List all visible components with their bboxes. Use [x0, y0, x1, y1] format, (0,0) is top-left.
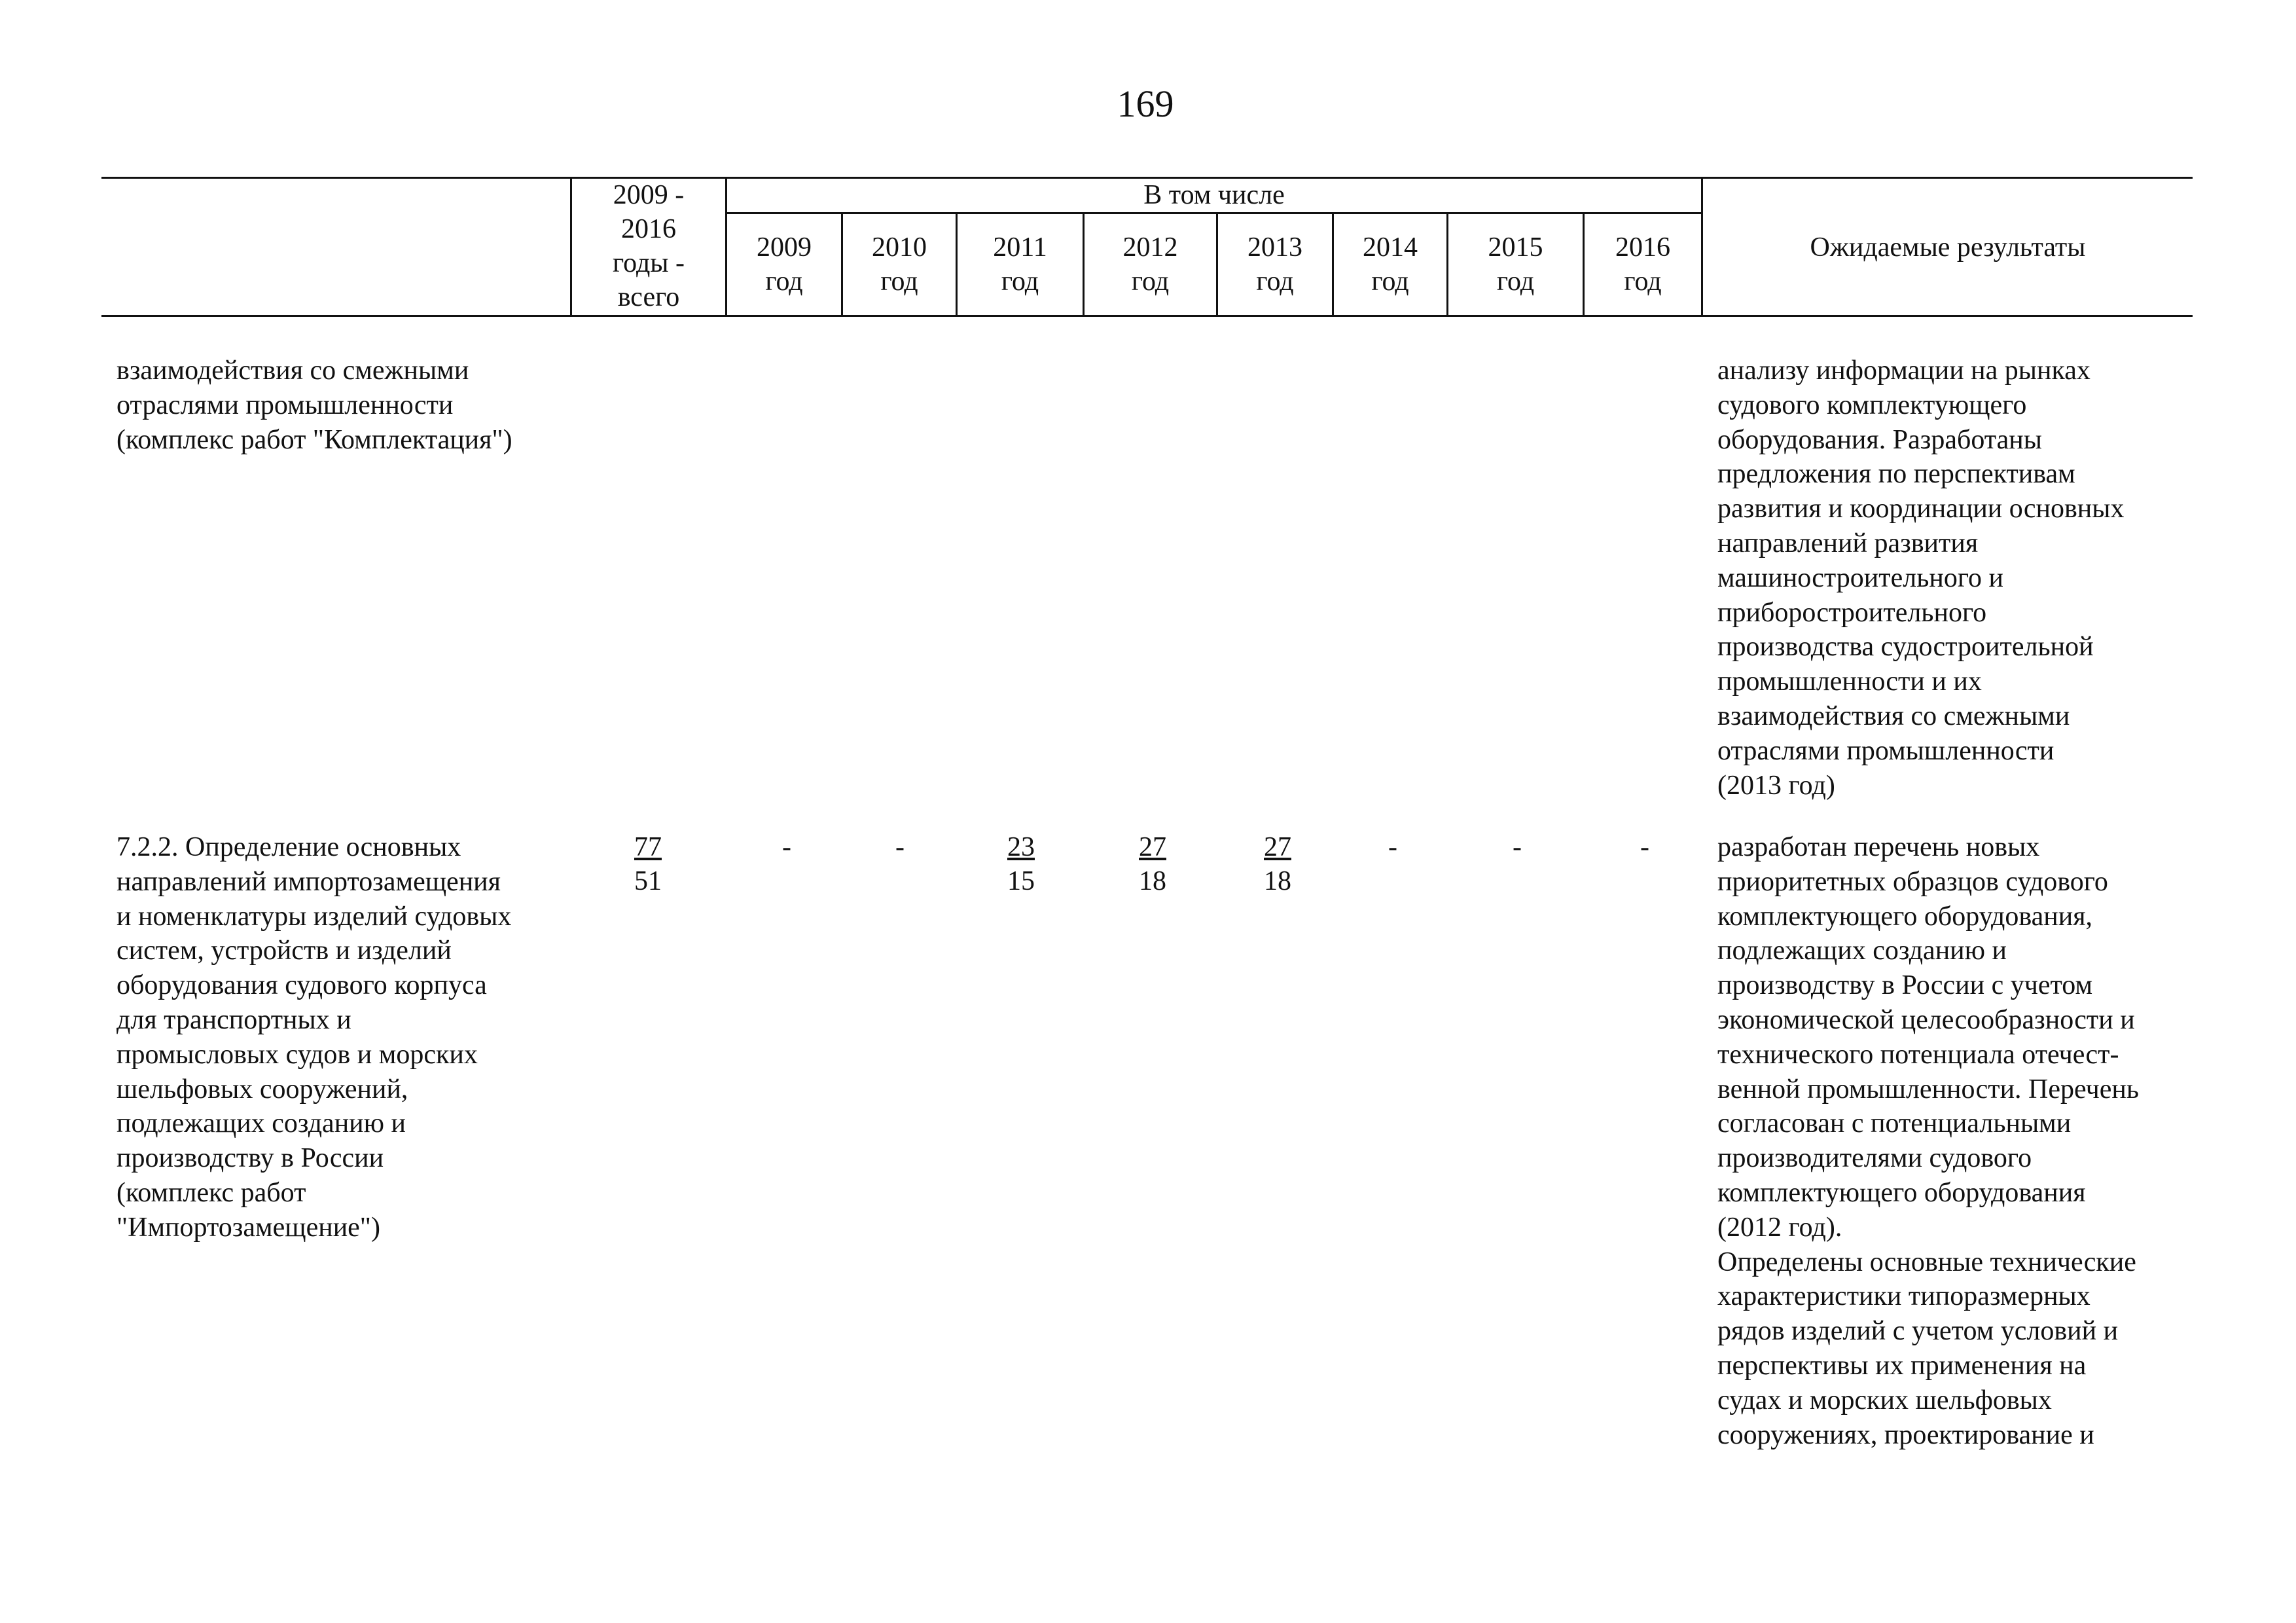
- value-top: 27: [1264, 832, 1291, 862]
- value-bottom: 15: [1007, 866, 1035, 896]
- header-total-line: всего: [617, 282, 680, 312]
- text-line: и номенклатуры изделий судовых: [117, 901, 512, 932]
- text-line: взаимодействия со смежными: [1717, 701, 2070, 731]
- header-year-unit: год: [1496, 266, 1535, 297]
- row2-result: [1717, 830, 2193, 1452]
- text-line: для транспортных и: [117, 1004, 351, 1035]
- text-line: отраслями промышленности: [117, 390, 454, 420]
- row2-2016: -: [1640, 832, 1649, 862]
- header-year-label: 2015: [1488, 232, 1543, 263]
- text-line: шельфовых сооружений,: [117, 1074, 408, 1104]
- text-line: производителями судового: [1717, 1143, 2032, 1174]
- header-year-unit: год: [765, 266, 803, 297]
- header-year-label: 2011: [993, 232, 1047, 263]
- row1-result: [1717, 354, 2193, 803]
- row2-2012: [1117, 830, 1189, 898]
- text-line: сооружениях, проектирование и: [1717, 1419, 2094, 1450]
- row2-2015: -: [1513, 832, 1522, 862]
- header-total-line: 2009 -: [613, 180, 685, 210]
- header-year-label: 2009: [757, 232, 812, 263]
- text-line: производству в России с учетом: [1717, 970, 2093, 1001]
- text-line: оборудования. Разработаны: [1717, 424, 2042, 455]
- text-line: рядов изделий с учетом условий и: [1717, 1316, 2119, 1347]
- text-line: судового комплектующего: [1717, 390, 2027, 420]
- value-bottom: 18: [1139, 866, 1166, 896]
- text-line: разработан перечень новых: [1717, 832, 2040, 862]
- header-group-label: В том числе: [1143, 180, 1285, 210]
- value-top: 27: [1139, 832, 1166, 862]
- row2-2014: -: [1388, 832, 1397, 862]
- header-bottom-rule: [101, 315, 2193, 317]
- header-year-2009: [727, 230, 841, 299]
- header-year-label: 2014: [1363, 232, 1418, 263]
- header-total: [572, 178, 725, 314]
- header-year-label: 2016: [1615, 232, 1670, 263]
- header-results: Ожидаемые результаты: [1810, 232, 2086, 263]
- header-year-unit: год: [880, 266, 918, 297]
- value-top: 77: [634, 832, 662, 862]
- text-line: комплектующего оборудования,: [1717, 901, 2093, 932]
- text-line: перспективы их применения на: [1717, 1350, 2087, 1381]
- header-year-2010: [843, 230, 956, 299]
- text-line: промысловых судов и морских: [117, 1039, 478, 1070]
- row2-2011: [985, 830, 1057, 898]
- text-line: систем, устройств и изделий: [117, 936, 452, 966]
- header-year-2014: [1334, 230, 1446, 299]
- header-year-unit: год: [1131, 266, 1170, 297]
- header-year-unit: год: [1371, 266, 1409, 297]
- text-line: согласован с потенциальными: [1717, 1108, 2072, 1139]
- header-year-2012: [1085, 230, 1216, 299]
- text-line: направлений импортозамещения: [117, 866, 501, 897]
- row2-total: [612, 830, 684, 898]
- row2-2009: -: [782, 832, 791, 862]
- header-year-unit: год: [1001, 266, 1039, 297]
- text-line: 7.2.2. Определение основных: [117, 832, 461, 862]
- text-line: подлежащих созданию и: [1717, 936, 2007, 966]
- header-year-2013: [1218, 230, 1332, 299]
- header-year-2011: [958, 230, 1083, 299]
- group-subrule: [725, 212, 1703, 214]
- value-bottom: 18: [1264, 866, 1291, 896]
- text-line: производства судостроительной: [1717, 632, 2094, 663]
- row2-2013: [1242, 830, 1314, 898]
- text-line: (комплекс работ "Комплектация"): [117, 424, 512, 455]
- value-top: 23: [1007, 832, 1035, 862]
- text-line: предложения по перспективам: [1717, 459, 2075, 490]
- text-line: "Импортозамещение"): [117, 1212, 380, 1243]
- text-line: комплектующего оборудования: [1717, 1177, 2086, 1208]
- row1-name: [117, 354, 568, 457]
- text-line: (2012 год).: [1717, 1212, 1842, 1243]
- text-line: развития и координации основных: [1717, 494, 2125, 524]
- text-line: машиностроительного и: [1717, 562, 2004, 593]
- text-line: приоритетных образцов судового: [1717, 866, 2108, 897]
- text-line: отраслями промышленности: [1717, 735, 2054, 766]
- text-line: венной промышленности. Перечень: [1717, 1074, 2140, 1104]
- header-year-unit: год: [1256, 266, 1294, 297]
- text-line: подлежащих созданию и: [117, 1108, 406, 1139]
- page-number: 169: [1117, 82, 1174, 125]
- row2-name: [117, 830, 568, 1245]
- text-line: промышленности и их: [1717, 666, 1982, 697]
- header-year-2015: [1448, 230, 1583, 299]
- value-bottom: 51: [634, 866, 662, 896]
- header-year-label: 2012: [1122, 232, 1178, 263]
- header-year-unit: год: [1624, 266, 1662, 297]
- text-line: судах и морских шельфовых: [1717, 1385, 2052, 1415]
- text-line: оборудования судового корпуса: [117, 970, 487, 1001]
- text-line: анализу информации на рынках: [1717, 356, 2090, 386]
- text-line: характеристики типоразмерных: [1717, 1281, 2090, 1312]
- text-line: взаимодействия со смежными: [117, 356, 469, 386]
- text-line: Определены основные технические: [1717, 1247, 2136, 1277]
- text-line: экономической целесообразности и: [1717, 1004, 2135, 1035]
- header-year-2016: [1585, 230, 1701, 299]
- text-line: приборостроительного: [1717, 597, 1987, 628]
- text-line: (комплекс работ: [117, 1177, 306, 1208]
- text-line: технического потенциала отечест-: [1717, 1039, 2119, 1070]
- text-line: направлений развития: [1717, 528, 1979, 558]
- header-year-label: 2010: [872, 232, 927, 263]
- row2-2010: -: [895, 832, 905, 862]
- header-year-label: 2013: [1247, 232, 1302, 263]
- text-line: (2013 год): [1717, 770, 1835, 801]
- text-line: производству в России: [117, 1143, 384, 1174]
- header-total-line: годы -: [612, 248, 685, 278]
- header-total-line: 2016: [621, 214, 676, 244]
